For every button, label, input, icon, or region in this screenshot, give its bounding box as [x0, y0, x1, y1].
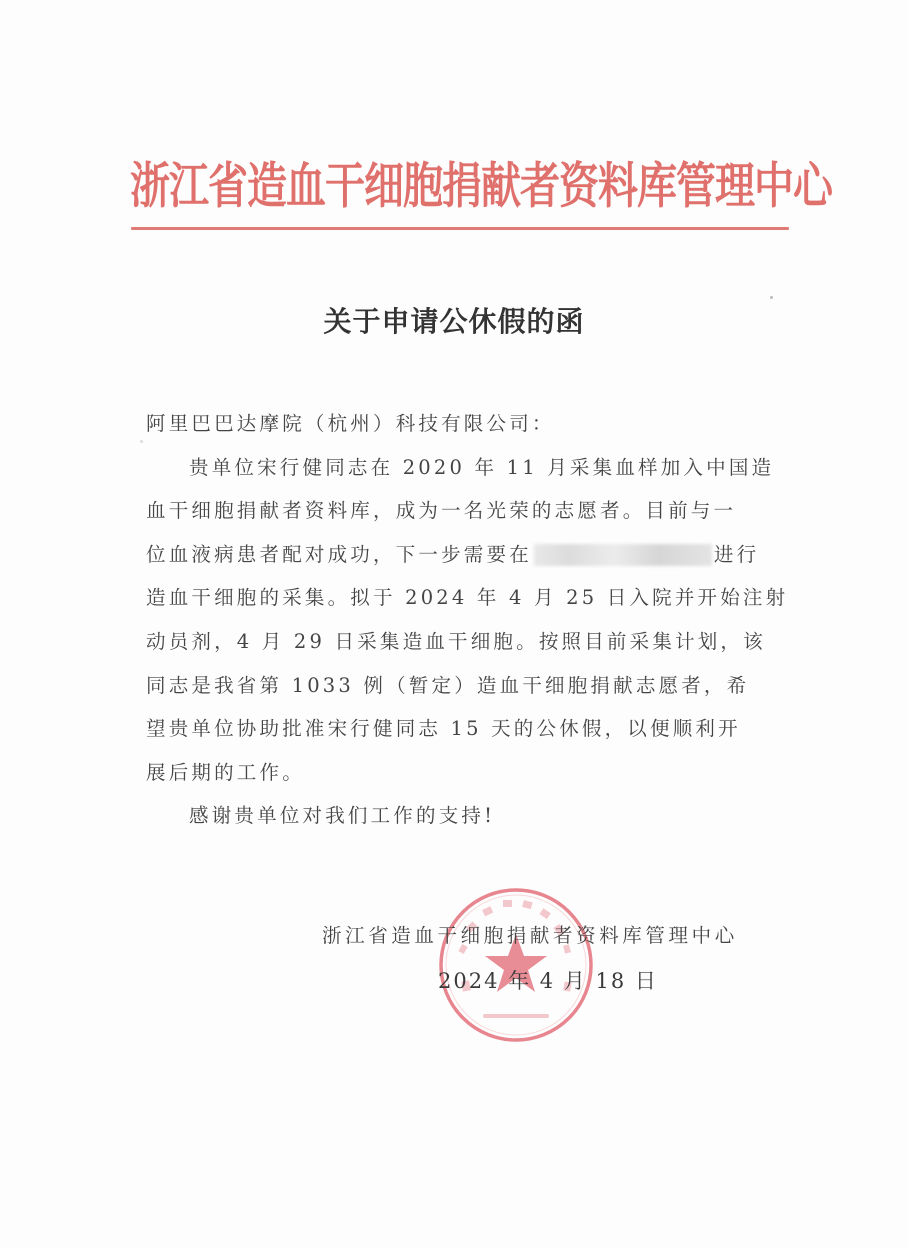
closing-line: 感谢贵单位对我们工作的支持! [189, 804, 496, 828]
body-line: 望贵单位协助批准宋行健同志 15 天的公休假，以便顺利开 [146, 717, 741, 741]
letterhead-organization: 浙江省造血干细胞捐献者资料库管理中心 [130, 157, 832, 215]
redacted-block [534, 544, 712, 566]
signature-organization: 浙江省造血干细胞捐献者资料库管理中心 [322, 924, 738, 947]
body-line: 造血干细胞的采集。拟于 2024 年 4 月 25 日入院并开始注射 [146, 586, 789, 610]
scan-artifact [770, 296, 773, 299]
document-title: 关于申请公休假的函 [323, 305, 585, 338]
letterhead-divider [131, 227, 789, 230]
scan-artifact [140, 440, 143, 443]
body-line: 展后期的工作。 [146, 760, 305, 784]
letter-body [146, 402, 789, 838]
body-line: 同志是我省第 1033 例（暂定）造血干细胞捐献志愿者，希 [146, 673, 750, 697]
body-line-part: 进行 [713, 542, 760, 566]
body-line [146, 533, 776, 577]
body-line: 血干细胞捐献者资料库，成为一名光荣的志愿者。目前与一 [146, 499, 737, 523]
body-line-part: 位血液病患者配对成功，下一步需要在 [146, 542, 532, 566]
signature-date: 2024 年 4 月 18 日 [438, 969, 658, 993]
body-line: 动员剂，4 月 29 日采集造血干细胞。按照目前采集计划，该 [146, 629, 766, 653]
salutation: 阿里巴巴达摩院（杭州）科技有限公司： [146, 412, 555, 435]
body-line: 贵单位宋行健同志在 2020 年 11 月采集血样加入中国造 [189, 455, 775, 479]
